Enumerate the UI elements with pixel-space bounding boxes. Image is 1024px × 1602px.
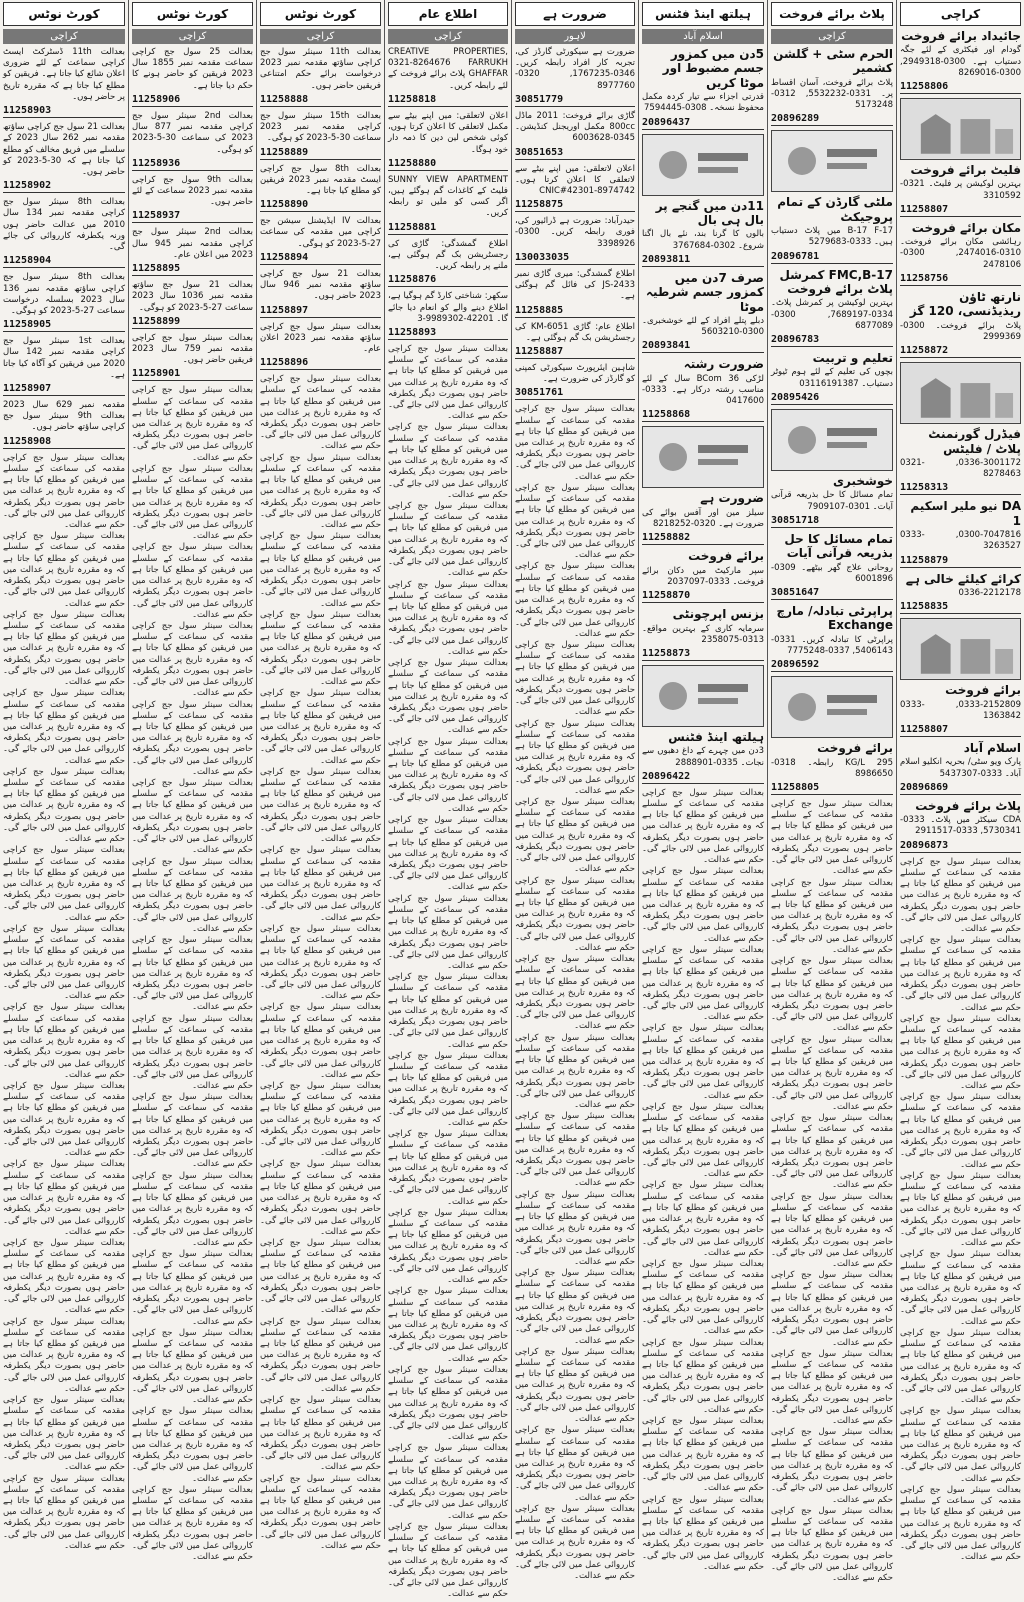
filler-text: بعدالت سینئر سول جج کراچی مقدمہ کی سماعت کے سلسلے میں فریقین کو مطلع کیا جاتا ہے کہ وہ مقررہ تاریخ پر عدالت میں حاضر ہوں بصورت دیگر یکطرفہ کارروائی عمل میں لائی جائے گی۔ حکم سے عدالت۔: [260, 1316, 381, 1394]
filler-text: بعدالت سینئر سول جج کراچی مقدمہ کی سماعت کے سلسلے میں فریقین کو مطلع کیا جاتا ہے کہ وہ مقررہ تاریخ پر عدالت میں حاضر ہوں بصورت دیگر یکطرفہ کارروائی عمل میں لائی جائے گی۔ حکم سے عدالت۔: [3, 845, 125, 923]
ad-text: پراپرٹی کا تبادلہ کریں۔ 0331-5406143, 0337-7775248: [771, 634, 893, 656]
city-band: اسلام آباد: [642, 29, 764, 44]
filler-text: بعدالت سینئر سول جج کراچی مقدمہ کی سماعت کے سلسلے میں فریقین کو مطلع کیا جاتا ہے کہ وہ مقررہ تاریخ پر عدالت میں حاضر ہوں بصورت دیگر یکطرفہ کارروائی عمل میں لائی جائے گی۔ حکم سے عدالت۔: [260, 1395, 381, 1473]
ad-text: لڑکی BCom 36 سال کے لئے مناسب رشتہ درکار ہے۔ 0333-0417600: [642, 373, 764, 407]
filler-text: بعدالت سینئر سول جج کراچی مقدمہ کی سماعت کے سلسلے میں فریقین کو مطلع کیا جاتا ہے کہ وہ مقررہ تاریخ پر عدالت میں حاضر ہوں بصورت دیگر یکطرفہ کارروائی عمل میں لائی جائے گی۔ حکم سے عدالت۔: [260, 688, 381, 766]
filler-text: بعدالت سینئر سول جج کراچی مقدمہ کی سماعت کے سلسلے میں فریقین کو مطلع کیا جاتا ہے کہ وہ مقررہ تاریخ پر عدالت میں حاضر ہوں بصورت دیگر یکطرفہ کارروائی عمل میں لائی جائے گی۔ حکم سے عدالت۔: [132, 620, 253, 699]
ad-reference-number: 11258902: [3, 180, 125, 193]
section-heading: ہیلتھ اینڈ فٹنس: [642, 2, 764, 26]
ad-text: پلاٹ برائے فروخت۔ 0300-2999369: [900, 320, 1021, 342]
ad-reference-number: 11258806: [900, 81, 1021, 94]
filler-text: بعدالت سینئر سول جج کراچی مقدمہ کی سماعت کے سلسلے میں فریقین کو مطلع کیا جاتا ہے کہ وہ مقررہ تاریخ پر عدالت میں حاضر ہوں بصورت دیگر یکطرفہ کارروائی عمل میں لائی جائے گی۔ حکم سے عدالت۔: [388, 972, 508, 1050]
ad-headline: فلیٹ برائے فروخت: [910, 163, 1021, 178]
ad-reference-number: 20896781: [771, 251, 893, 264]
filler-text: بعدالت سینئر سول جج کراچی مقدمہ کی سماعت کے سلسلے میں فریقین کو مطلع کیا جاتا ہے کہ وہ مقررہ تاریخ پر عدالت میں حاضر ہوں بصورت دیگر یکطرفہ کارروائی عمل میں لائی جائے گی۔ حکم سے عدالت۔: [900, 856, 1021, 934]
ad-text: تمام مسائل کا حل بذریعہ قرآنی آیات۔ 0301-7909107: [771, 490, 893, 512]
ad-text: بعدالت 15th سینئر سول جج کراچی مقدمہ نمبر 2023 سماعت 30-5-2023 کو ہوگی۔: [260, 110, 381, 144]
ad-text: سپر مارکیٹ میں دکان برائے فروخت۔ 0333-2037097: [642, 565, 764, 587]
ad-text: اطلاع عام: گاڑی KM-6051 کی رجسٹریشن بک گم ہوگئی ہے۔: [515, 321, 635, 343]
filler-text: بعدالت سینئر سول جج کراچی مقدمہ کی سماعت کے سلسلے میں فریقین کو مطلع کیا جاتا ہے کہ وہ مقررہ تاریخ پر عدالت میں حاضر ہوں بصورت دیگر یکطرفہ کارروائی عمل میں لائی جائے گی۔ حکم سے عدالت۔: [132, 385, 253, 463]
filler-text: بعدالت سینئر سول جج کراچی مقدمہ کی سماعت کے سلسلے میں فریقین کو مطلع کیا جاتا ہے کہ وہ مقررہ تاریخ پر عدالت میں حاضر ہوں بصورت دیگر یکطرفہ کارروائی عمل میں لائی جائے گی۔ حکم سے عدالت۔: [132, 778, 253, 856]
ad-text: شاہین ایئرپورٹ سیکورٹی کمپنی کو گارڈز کی ضرورت ہے۔: [515, 362, 635, 385]
city-band: کراچی: [132, 29, 253, 44]
building-icon: [901, 363, 1020, 423]
ad-text: بعدالت 21 سول جج کراچی ساؤتھ مقدمہ نمبر 946 سال 2023 حاضر ہوں۔: [260, 268, 381, 302]
filler-text: بعدالت سینئر سول جج کراچی مقدمہ کی سماعت کے سلسلے میں فریقین کو مطلع کیا جاتا ہے کہ وہ مقررہ تاریخ پر عدالت میں حاضر ہوں بصورت دیگر یکطرفہ کارروائی عمل میں لائی جائے گی۔ حکم سے عدالت۔: [3, 531, 125, 609]
filler-text: بعدالت سینئر سول جج کراچی مقدمہ کی سماعت کے سلسلے میں فریقین کو مطلع کیا جاتا ہے کہ وہ مقررہ تاریخ پر عدالت میں حاضر ہوں بصورت دیگر یکطرفہ کارروائی عمل میں لائی جائے گی۔ حکم سے عدالت۔: [771, 1427, 893, 1505]
filler-text: بعدالت سینئر سول جج کراچی مقدمہ کی سماعت کے سلسلے میں فریقین کو مطلع کیا جاتا ہے کہ وہ مقررہ تاریخ پر عدالت میں حاضر ہوں بصورت دیگر یکطرفہ کارروائی عمل میں لائی جائے گی۔ حکم سے عدالت۔: [771, 1034, 893, 1112]
ad-headline: ہیلتھ اینڈ فٹنس: [668, 729, 764, 744]
section-heading: کورٹ نوٹس: [260, 2, 381, 26]
ad-text: KG/L 295 رابطہ۔ 0318-8986650: [771, 757, 893, 779]
filler-text: بعدالت سینئر سول جج کراچی مقدمہ کی سماعت کے سلسلے میں فریقین کو مطلع کیا جاتا ہے کہ وہ مقررہ تاریخ پر عدالت میں حاضر ہوں بصورت دیگر یکطرفہ کارروائی عمل میں لائی جائے گی۔ حکم سے عدالت۔: [260, 1473, 381, 1551]
filler-text: بعدالت سینئر سول جج کراچی مقدمہ کی سماعت کے سلسلے میں فریقین کو مطلع کیا جاتا ہے کہ وہ مقررہ تاریخ پر عدالت میں حاضر ہوں بصورت دیگر یکطرفہ کارروائی عمل میں لائی جائے گی۔ حکم سے عدالت۔: [515, 1189, 635, 1267]
filler-text: بعدالت سینئر سول جج کراچی مقدمہ کی سماعت کے سلسلے میں فریقین کو مطلع کیا جاتا ہے کہ وہ مقررہ تاریخ پر عدالت میں حاضر ہوں بصورت دیگر یکطرفہ کارروائی عمل میں لائی جائے گی۔ حکم سے عدالت۔: [642, 1023, 764, 1101]
person-illustration: [771, 130, 893, 192]
filler-text: بعدالت سینئر سول جج کراچی مقدمہ کی سماعت کے سلسلے میں فریقین کو مطلع کیا جاتا ہے کہ وہ مقررہ تاریخ پر عدالت میں حاضر ہوں بصورت دیگر یکطرفہ کارروائی عمل میں لائی جائے گی۔ حکم سے عدالت۔: [260, 374, 381, 452]
ad-headline: تعلیم و تربیت: [812, 351, 893, 366]
filler-text: بعدالت سینئر سول جج کراچی مقدمہ کی سماعت کے سلسلے میں فریقین کو مطلع کیا جاتا ہے کہ وہ مقررہ تاریخ پر عدالت میں حاضر ہوں بصورت دیگر یکطرفہ کارروائی عمل میں لائی جائے گی۔ حکم سے عدالت۔: [132, 856, 253, 934]
filler-text: بعدالت سینئر سول جج کراچی مقدمہ کی سماعت کے سلسلے میں فریقین کو مطلع کیا جاتا ہے کہ وہ مقررہ تاریخ پر عدالت میں حاضر ہوں بصورت دیگر یکطرفہ کارروائی عمل میں لائی جائے گی۔ حکم سے عدالت۔: [900, 1327, 1021, 1406]
filler-text: بعدالت سینئر سول جج کراچی مقدمہ کی سماعت کے سلسلے میں فریقین کو مطلع کیا جاتا ہے کہ وہ مقررہ تاریخ پر عدالت میں حاضر ہوں بصورت دیگر یکطرفہ کارروائی عمل میں لائی جائے گی۔ حکم سے عدالت۔: [3, 609, 125, 688]
filler-text: بعدالت سینئر سول جج کراچی مقدمہ کی سماعت کے سلسلے میں فریقین کو مطلع کیا جاتا ہے کہ وہ مقررہ تاریخ پر عدالت میں حاضر ہوں بصورت دیگر یکطرفہ کارروائی عمل میں لائی جائے گی۔ حکم سے عدالت۔: [3, 688, 125, 766]
ad-reference-number: 30851718: [771, 515, 893, 528]
ad-text: بعدالت 8th سینئر سول جج کراچی مقدمہ نمبر 134 سال 2010 میں عدالت حاضر ہوں ورنہ یکطرفہ کارروائی کی جائے گی۔: [3, 197, 125, 253]
person-illustration: [642, 426, 764, 488]
filler-text: بعدالت سینئر سول جج کراچی مقدمہ کی سماعت کے سلسلے میں فریقین کو مطلع کیا جاتا ہے کہ وہ مقررہ تاریخ پر عدالت میں حاضر ہوں بصورت دیگر یکطرفہ کارروائی عمل میں لائی جائے گی۔ حکم سے عدالت۔: [388, 422, 508, 500]
ad-reference-number: 11258895: [132, 263, 253, 276]
filler-text: بعدالت سینئر سول جج کراچی مقدمہ کی سماعت کے سلسلے میں فریقین کو مطلع کیا جاتا ہے کہ وہ مقررہ تاریخ پر عدالت میں حاضر ہوں بصورت دیگر یکطرفہ کارروائی عمل میں لائی جائے گی۔ حکم سے عدالت۔: [132, 463, 253, 542]
filler-text: بعدالت سینئر سول جج کراچی مقدمہ کی سماعت کے سلسلے میں فریقین کو مطلع کیا جاتا ہے کہ وہ مقررہ تاریخ پر عدالت میں حاضر ہوں بصورت دیگر یکطرفہ کارروائی عمل میں لائی جائے گی۔ حکم سے عدالت۔: [388, 736, 508, 814]
ad-headline: پراپرٹی تبادلہ/ مارچ Exchange: [776, 603, 893, 633]
filler-text: بعدالت سینئر سول جج کراچی مقدمہ کی سماعت کے سلسلے میں فریقین کو مطلع کیا جاتا ہے کہ وہ مقررہ تاریخ پر عدالت میں حاضر ہوں بصورت دیگر یکطرفہ کارروائی عمل میں لائی جائے گی۔ حکم سے عدالت۔: [132, 542, 253, 620]
filler-text: بعدالت سینئر سول جج کراچی مقدمہ کی سماعت کے سلسلے میں فریقین کو مطلع کیا جاتا ہے کہ وہ مقررہ تاریخ پر عدالت میں حاضر ہوں بصورت دیگر یکطرفہ کارروائی عمل میں لائی جائے گی۔ حکم سے عدالت۔: [260, 1002, 381, 1080]
building-illustration: [900, 98, 1021, 160]
ad-reference-number: 11258875: [515, 199, 635, 212]
filler-text: بعدالت سینئر سول جج کراچی مقدمہ کی سماعت کے سلسلے میں فریقین کو مطلع کیا جاتا ہے کہ وہ مقررہ تاریخ پر عدالت میں حاضر ہوں بصورت دیگر یکطرفہ کارروائی عمل میں لائی جائے گی۔ حکم سے عدالت۔: [642, 1258, 764, 1337]
ad-text: CREATIVE PROPERTIES, 0321-8264676 FARRUKH GHAFFAR پلاٹ برائے فروخت کے لئے رابطہ کریں۔: [388, 47, 508, 91]
ad-reference-number: 30851779: [515, 94, 635, 107]
filler-text: بعدالت سینئر سول جج کراچی مقدمہ کی سماعت کے سلسلے میں فریقین کو مطلع کیا جاتا ہے کہ وہ مقررہ تاریخ پر عدالت میں حاضر ہوں بصورت دیگر یکطرفہ کارروائی عمل میں لائی جائے گی۔ حکم سے عدالت۔: [642, 866, 764, 944]
ad-reference-number: 11258937: [132, 210, 253, 223]
filler-text: بعدالت سینئر سول جج کراچی مقدمہ کی سماعت کے سلسلے میں فریقین کو مطلع کیا جاتا ہے کہ وہ مقررہ تاریخ پر عدالت میں حاضر ہوں بصورت دیگر یکطرفہ کارروائی عمل میں لائی جائے گی۔ حکم سے عدالت۔: [771, 877, 893, 955]
ad-reference-number: 20893811: [642, 254, 764, 267]
filler-text: بعدالت سینئر سول جج کراچی مقدمہ کی سماعت کے سلسلے میں فریقین کو مطلع کیا جاتا ہے کہ وہ مقررہ تاریخ پر عدالت میں حاضر ہوں بصورت دیگر یکطرفہ کارروائی عمل میں لائی جائے گی۔ حکم سے عدالت۔: [900, 1092, 1021, 1170]
ad-text: بچوں کی تعلیم کے لئے ہوم ٹیوٹر دستیاب۔ 03116191387: [771, 367, 893, 389]
filler-text: بعدالت سینئر سول جج کراچی مقدمہ کی سماعت کے سلسلے میں فریقین کو مطلع کیا جاتا ہے کہ وہ مقررہ تاریخ پر عدالت میں حاضر ہوں بصورت دیگر یکطرفہ کارروائی عمل میں لائی جائے گی۔ حکم سے عدالت۔: [388, 343, 508, 422]
filler-text: بعدالت سینئر سول جج کراچی مقدمہ کی سماعت کے سلسلے میں فریقین کو مطلع کیا جاتا ہے کہ وہ مقررہ تاریخ پر عدالت میں حاضر ہوں بصورت دیگر یکطرفہ کارروائی عمل میں لائی جائے گی۔ حکم سے عدالت۔: [771, 1505, 893, 1584]
filler-text: بعدالت سینئر سول جج کراچی مقدمہ کی سماعت کے سلسلے میں فریقین کو مطلع کیا جاتا ہے کہ وہ مقررہ تاریخ پر عدالت میں حاضر ہوں بصورت دیگر یکطرفہ کارروائی عمل میں لائی جائے گی۔ حکم سے عدالت۔: [388, 1443, 508, 1521]
filler-text: بعدالت سینئر سول جج کراچی مقدمہ کی سماعت کے سلسلے میں فریقین کو مطلع کیا جاتا ہے کہ وہ مقررہ تاریخ پر عدالت میں حاضر ہوں بصورت دیگر یکطرفہ کارروائی عمل میں لائی جائے گی۔ حکم سے عدالت۔: [515, 797, 635, 875]
ad-reference-number: 11258888: [260, 94, 381, 107]
column-public-notice: [385, 0, 512, 1600]
ad-headline: ضرورت رشتہ: [683, 357, 764, 372]
ad-reference-number: 11258882: [642, 532, 764, 545]
person-icon: [772, 131, 892, 191]
ad-reference-number: 30851761: [515, 387, 635, 400]
column-health-fitness: [639, 0, 768, 1572]
filler-text: بعدالت سینئر سول جج کراچی مقدمہ کی سماعت کے سلسلے میں فریقین کو مطلع کیا جاتا ہے کہ وہ مقررہ تاریخ پر عدالت میں حاضر ہوں بصورت دیگر یکطرفہ کارروائی عمل میں لائی جائے گی۔ حکم سے عدالت۔: [515, 875, 635, 953]
filler-text: بعدالت سینئر سول جج کراچی مقدمہ کی سماعت کے سلسلے میں فریقین کو مطلع کیا جاتا ہے کہ وہ مقررہ تاریخ پر عدالت میں حاضر ہوں بصورت دیگر یکطرفہ کارروائی عمل میں لائی جائے گی۔ حکم سے عدالت۔: [515, 404, 635, 482]
filler-text: بعدالت سینئر سول جج کراچی مقدمہ کی سماعت کے سلسلے میں فریقین کو مطلع کیا جاتا ہے کہ وہ مقررہ تاریخ پر عدالت میں حاضر ہوں بصورت دیگر یکطرفہ کارروائی عمل میں لائی جائے گی۔ حکم سے عدالت۔: [3, 923, 125, 1002]
person-icon: [643, 666, 763, 726]
filler-text: بعدالت سینئر سول جج کراچی مقدمہ کی سماعت کے سلسلے میں فریقین کو مطلع کیا جاتا ہے کہ وہ مقررہ تاریخ پر عدالت میں حاضر ہوں بصورت دیگر یکطرفہ کارروائی عمل میں لائی جائے گی۔ حکم سے عدالت۔: [3, 1159, 125, 1237]
ad-reference-number: 11258880: [388, 158, 508, 171]
filler-text: بعدالت سینئر سول جج کراچی مقدمہ کی سماعت کے سلسلے میں فریقین کو مطلع کیا جاتا ہے کہ وہ مقررہ تاریخ پر عدالت میں حاضر ہوں بصورت دیگر یکطرفہ کارروائی عمل میں لائی جائے گی۔ حکم سے عدالت۔: [515, 1346, 635, 1425]
ad-reference-number: 11258873: [642, 648, 764, 661]
filler-text: بعدالت سینئر سول جج کراچی مقدمہ کی سماعت کے سلسلے میں فریقین کو مطلع کیا جاتا ہے کہ وہ مقررہ تاریخ پر عدالت میں حاضر ہوں بصورت دیگر یکطرفہ کارروائی عمل میں لائی جائے گی۔ حکم سے عدالت۔: [900, 1406, 1021, 1484]
person-icon: [643, 427, 763, 487]
ad-headline: برائے فروخت: [817, 741, 893, 756]
ad-headline: تمام مسائل کا حل بذریعہ قرآنی آیات: [784, 531, 893, 561]
ad-text: CDA سیکٹر میں پلاٹ۔ 0333-5730341, 0333-2911517: [900, 815, 1021, 837]
ad-text: سرمایہ کاری کے بہترین مواقع۔ 0313-2358075: [642, 623, 764, 645]
filler-text: بعدالت سینئر سول جج کراچی مقدمہ کی سماعت کے سلسلے میں فریقین کو مطلع کیا جاتا ہے کہ وہ مقررہ تاریخ پر عدالت میں حاضر ہوں بصورت دیگر یکطرفہ کارروائی عمل میں لائی جائے گی۔ حکم سے عدالت۔: [132, 1406, 253, 1484]
filler-text: بعدالت سینئر سول جج کراچی مقدمہ کی سماعت کے سلسلے میں فریقین کو مطلع کیا جاتا ہے کہ وہ مقررہ تاریخ پر عدالت میں حاضر ہوں بصورت دیگر یکطرفہ کارروائی عمل میں لائی جائے گی۔ حکم سے عدالت۔: [515, 1425, 635, 1503]
filler-text: بعدالت سینئر سول جج کراچی مقدمہ کی سماعت کے سلسلے میں فریقین کو مطلع کیا جاتا ہے کہ وہ مقررہ تاریخ پر عدالت میں حاضر ہوں بصورت دیگر یکطرفہ کارروائی عمل میں لائی جائے گی۔ حکم سے عدالت۔: [132, 1249, 253, 1327]
ad-text: بعدالت 2nd سینئر سول جج کراچی مقدمہ نمبر 945 سال 2023 میں اعلان عام۔: [132, 227, 253, 260]
ad-reference-number: 11258807: [900, 724, 1021, 737]
filler-text: بعدالت سینئر سول جج کراچی مقدمہ کی سماعت کے سلسلے میں فریقین کو مطلع کیا جاتا ہے کہ وہ مقررہ تاریخ پر عدالت میں حاضر ہوں بصورت دیگر یکطرفہ کارروائی عمل میں لائی جائے گی۔ حکم سے عدالت۔: [260, 923, 381, 1002]
ad-text: بعدالت 11th سینئر سول جج کراچی ساؤتھ مقدمہ نمبر 2023 درخواست برائے حکم امتناعی فریقین حاضر ہوں۔: [260, 47, 381, 91]
section-heading: اطلاع عام: [388, 2, 508, 26]
filler-text: بعدالت سینئر سول جج کراچی مقدمہ کی سماعت کے سلسلے میں فریقین کو مطلع کیا جاتا ہے کہ وہ مقررہ تاریخ پر عدالت میں حاضر ہوں بصورت دیگر یکطرفہ کارروائی عمل میں لائی جائے گی۔ حکم سے عدالت۔: [388, 501, 508, 579]
ad-reference-number: 20895426: [771, 392, 893, 405]
filler-text: بعدالت سینئر سول جج کراچی مقدمہ کی سماعت کے سلسلے میں فریقین کو مطلع کیا جاتا ہے کہ وہ مقررہ تاریخ پر عدالت میں حاضر ہوں بصورت دیگر یکطرفہ کارروائی عمل میں لائی جائے گی۔ حکم سے عدالت۔: [3, 1316, 125, 1394]
ad-text: مقدمہ نمبر 629 سال 2023 بعدالت 9th سینئر سول جج کراچی ساؤتھ حاضر ہوں۔: [3, 400, 125, 433]
city-band: کراچی: [771, 29, 893, 44]
person-illustration: [642, 665, 764, 727]
ad-reference-number: 11258887: [515, 346, 635, 359]
filler-text: بعدالت سینئر سول جج کراچی مقدمہ کی سماعت کے سلسلے میں فریقین کو مطلع کیا جاتا ہے کہ وہ مقررہ تاریخ پر عدالت میں حاضر ہوں بصورت دیگر یکطرفہ کارروائی عمل میں لائی جائے گی۔ حکم سے عدالت۔: [132, 1484, 253, 1563]
ad-text: بعدالت 21 سول جج ساؤتھ مقدمہ نمبر 1036 سال 2023 سماعت 27-5-2023 کو ہوگی۔: [132, 280, 253, 313]
filler-text: بعدالت سینئر سول جج کراچی مقدمہ کی سماعت کے سلسلے میں فریقین کو مطلع کیا جاتا ہے کہ وہ مقررہ تاریخ پر عدالت میں حاضر ہوں بصورت دیگر یکطرفہ کارروائی عمل میں لائی جائے گی۔ حکم سے عدالت۔: [3, 1080, 125, 1159]
ad-headline: فیڈرل گورنمنٹ پلاٹ / فلیٹس: [928, 427, 1021, 456]
ad-reference-number: 11258893: [388, 327, 508, 340]
ad-text: بعدالت 21 سول جج کراچی ساؤتھ مقدمہ نمبر 262 سال 2023 کے سلسلے میں فریق مخالف کو مطلع کیا جاتا ہے کہ 30-5-2023 کو حاضر ہوں۔: [3, 122, 126, 177]
filler-text: بعدالت سینئر سول جج کراچی مقدمہ کی سماعت کے سلسلے میں فریقین کو مطلع کیا جاتا ہے کہ وہ مقررہ تاریخ پر عدالت میں حاضر ہوں بصورت دیگر یکطرفہ کارروائی عمل میں لائی جائے گی۔ حکم سے عدالت۔: [771, 956, 893, 1034]
filler-text: بعدالت سینئر سول جج کراچی مقدمہ کی سماعت کے سلسلے میں فریقین کو مطلع کیا جاتا ہے کہ وہ مقررہ تاریخ پر عدالت میں حاضر ہوں بصورت دیگر یکطرفہ کارروائی عمل میں لائی جائے گی۔ حکم سے عدالت۔: [900, 1249, 1021, 1327]
ad-reference-number: 11258870: [642, 590, 764, 603]
ad-text: بعدالت 25 سول جج کراچی سماعت مقدمہ نمبر 1855 سال 2023 فریقین کو حاضر ہونے کا حکم دیا جاتا ہے۔: [132, 47, 253, 91]
filler-text: بعدالت سینئر سول جج کراچی مقدمہ کی سماعت کے سلسلے میں فریقین کو مطلع کیا جاتا ہے کہ وہ مقررہ تاریخ پر عدالت میں حاضر ہوں بصورت دیگر یکطرفہ کارروائی عمل میں لائی جائے گی۔ حکم سے عدالت۔: [3, 452, 125, 530]
ad-reference-number: 11258908: [3, 436, 125, 449]
ad-text: اطلاع گمشدگی: گاڑی کی رجسٹریشن بک گم ہوگئی ہے، ملنے پر رابطہ کریں۔: [388, 238, 508, 272]
building-icon: [901, 619, 1020, 679]
ad-reference-number: 11258835: [900, 601, 1021, 614]
filler-text: بعدالت سینئر سول جج کراچی مقدمہ کی سماعت کے سلسلے میں فریقین کو مطلع کیا جاتا ہے کہ وہ مقررہ تاریخ پر عدالت میں حاضر ہوں بصورت دیگر یکطرفہ کارروائی عمل میں لائی جائے گی۔ حکم سے عدالت۔: [388, 1050, 508, 1129]
ad-text: بعدالت 11th ڈسٹرکٹ ایسٹ کراچی سماعت کے لئے ضروری اعلان شائع کیا جاتا ہے۔ فریقین کو مطلع کیا جاتا ہے کہ مقررہ تاریخ پر حاضر ہوں۔: [3, 47, 125, 102]
filler-text: بعدالت سینئر سول جج کراچی مقدمہ کی سماعت کے سلسلے میں فریقین کو مطلع کیا جاتا ہے کہ وہ مقررہ تاریخ پر عدالت میں حاضر ہوں بصورت دیگر یکطرفہ کارروائی عمل میں لائی جائے گی۔ حکم سے عدالت۔: [132, 1170, 253, 1248]
filler-text: بعدالت سینئر سول جج کراچی مقدمہ کی سماعت کے سلسلے میں فریقین کو مطلع کیا جاتا ہے کہ وہ مقررہ تاریخ پر عدالت میں حاضر ہوں بصورت دیگر یکطرفہ کارروائی عمل میں لائی جائے گی۔ حکم سے عدالت۔: [515, 1268, 635, 1346]
ad-headline: جائیداد برائے فروخت: [901, 29, 1021, 43]
ad-reference-number: 11258805: [771, 782, 893, 795]
filler-text: بعدالت سینئر سول جج کراچی مقدمہ کی سماعت کے سلسلے میں فریقین کو مطلع کیا جاتا ہے کہ وہ مقررہ تاریخ پر عدالت میں حاضر ہوں بصورت دیگر یکطرفہ کارروائی عمل میں لائی جائے گی۔ حکم سے عدالت۔: [515, 639, 635, 718]
section-heading: کورٹ نوٹس: [3, 2, 125, 26]
filler-text: بعدالت سینئر سول جج کراچی مقدمہ کی سماعت کے سلسلے میں فریقین کو مطلع کیا جاتا ہے کہ وہ مقررہ تاریخ پر عدالت میں حاضر ہوں بصورت دیگر یکطرفہ کارروائی عمل میں لائی جائے گی۔ حکم سے عدالت۔: [900, 1170, 1021, 1249]
filler-text: بعدالت سینئر سول جج کراچی مقدمہ کی سماعت کے سلسلے میں فریقین کو مطلع کیا جاتا ہے کہ وہ مقررہ تاریخ پر عدالت میں حاضر ہوں بصورت دیگر یکطرفہ کارروائی عمل میں لائی جائے گی۔ حکم سے عدالت۔: [3, 1473, 125, 1551]
person-illustration: [642, 134, 764, 196]
filler-text: بعدالت سینئر سول جج کراچی مقدمہ کی سماعت کے سلسلے میں فریقین کو مطلع کیا جاتا ہے کہ وہ مقررہ تاریخ پر عدالت میں حاضر ہوں بصورت دیگر یکطرفہ کارروائی عمل میں لائی جائے گی۔ حکم سے عدالت۔: [515, 718, 635, 796]
filler-text: بعدالت سینئر سول جج کراچی مقدمہ کی سماعت کے سلسلے میں فریقین کو مطلع کیا جاتا ہے کہ وہ مقررہ تاریخ پر عدالت میں حاضر ہوں بصورت دیگر یکطرفہ کارروائی عمل میں لائی جائے گی۔ حکم سے عدالت۔: [132, 935, 253, 1013]
filler-text: بعدالت سینئر سول جج کراچی مقدمہ کی سماعت کے سلسلے میں فریقین کو مطلع کیا جاتا ہے کہ وہ مقررہ تاریخ پر عدالت میں حاضر ہوں بصورت دیگر یکطرفہ کارروائی عمل میں لائی جائے گی۔ حکم سے عدالت۔: [515, 954, 635, 1032]
ad-reference-number: 130033035: [515, 252, 635, 265]
ad-text: دبلے پتلے افراد کے لئے خوشخبری۔ 0300-5603210: [642, 316, 764, 338]
ad-reference-number: 11258885: [515, 305, 635, 318]
ad-reference-number: 20893841: [642, 340, 764, 353]
ad-reference-number: 11258756: [900, 273, 1021, 286]
ad-text: پارک ویو سٹی/ بحریہ انکلیو اسلام آباد۔ 0333-5437307: [900, 757, 1021, 779]
filler-text: بعدالت سینئر سول جج کراچی مقدمہ کی سماعت کے سلسلے میں فریقین کو مطلع کیا جاتا ہے کہ وہ مقررہ تاریخ پر عدالت میں حاضر ہوں بصورت دیگر یکطرفہ کارروائی عمل میں لائی جائے گی۔ حکم سے عدالت۔: [388, 658, 508, 736]
section-heading: ضرورت ہے: [515, 2, 635, 26]
filler-text: بعدالت سینئر سول جج کراچی مقدمہ کی سماعت کے سلسلے میں فریقین کو مطلع کیا جاتا ہے کہ وہ مقررہ تاریخ پر عدالت میں حاضر ہوں بصورت دیگر یکطرفہ کارروائی عمل میں لائی جائے گی۔ حکم سے عدالت۔: [132, 1013, 253, 1091]
filler-text: بعدالت سینئر سول جج کراچی مقدمہ کی سماعت کے سلسلے میں فریقین کو مطلع کیا جاتا ہے کہ وہ مقررہ تاریخ پر عدالت میں حاضر ہوں بصورت دیگر یکطرفہ کارروائی عمل میں لائی جائے گی۔ حکم سے عدالت۔: [515, 482, 635, 561]
filler-text: بعدالت سینئر سول جج کراچی مقدمہ کی سماعت کے سلسلے میں فریقین کو مطلع کیا جاتا ہے کہ وہ مقررہ تاریخ پر عدالت میں حاضر ہوں بصورت دیگر یکطرفہ کارروائی عمل میں لائی جائے گی۔ حکم سے عدالت۔: [132, 1092, 253, 1170]
filler-text: بعدالت سینئر سول جج کراچی مقدمہ کی سماعت کے سلسلے میں فریقین کو مطلع کیا جاتا ہے کہ وہ مقررہ تاریخ پر عدالت میں حاضر ہوں بصورت دیگر یکطرفہ کارروائی عمل میں لائی جائے گی۔ حکم سے عدالت۔: [3, 766, 125, 845]
ad-text: بعدالت IV ایڈیشنل سیشن جج کراچی میں مقدمہ کی سماعت 27-5-2023 کو ہوگی۔: [260, 216, 381, 249]
ad-text: حیدرآباد: ضرورت ہے ڈرائیور کی، فوری رابطہ کریں۔ 0300-3398926: [515, 216, 635, 249]
ad-reference-number: 20896783: [771, 334, 893, 347]
ad-text: 0336-2212178: [958, 587, 1021, 598]
ad-headline: الحرم سٹی + گلشن کشمیر: [773, 47, 893, 76]
ad-reference-number: 11258936: [132, 158, 253, 171]
filler-text: بعدالت سینئر سول جج کراچی مقدمہ کی سماعت کے سلسلے میں فریقین کو مطلع کیا جاتا ہے کہ وہ مقررہ تاریخ پر عدالت میں حاضر ہوں بصورت دیگر یکطرفہ کارروائی عمل میں لائی جائے گی۔ حکم سے عدالت۔: [3, 1238, 125, 1316]
ad-reference-number: 11258899: [132, 316, 253, 329]
filler-text: بعدالت سینئر سول جج کراچی مقدمہ کی سماعت کے سلسلے میں فریقین کو مطلع کیا جاتا ہے کہ وہ مقررہ تاریخ پر عدالت میں حاضر ہوں بصورت دیگر یکطرفہ کارروائی عمل میں لائی جائے گی۔ حکم سے عدالت۔: [260, 531, 381, 609]
ad-reference-number: 30851653: [515, 147, 635, 160]
ad-headline: اسلام آباد: [963, 741, 1021, 756]
filler-text: بعدالت سینئر سول جج کراچی مقدمہ کی سماعت کے سلسلے میں فریقین کو مطلع کیا جاتا ہے کہ وہ مقررہ تاریخ پر عدالت میں حاضر ہوں بصورت دیگر یکطرفہ کارروائی عمل میں لائی جائے گی۔ حکم سے عدالت۔: [388, 1129, 508, 1207]
filler-text: بعدالت سینئر سول جج کراچی مقدمہ کی سماعت کے سلسلے میں فریقین کو مطلع کیا جاتا ہے کہ وہ مقررہ تاریخ پر عدالت میں حاضر ہوں بصورت دیگر یکطرفہ کارروائی عمل میں لائی جائے گی۔ حکم سے عدالت۔: [388, 893, 508, 971]
ad-reference-number: 20896289: [771, 113, 893, 126]
ad-headline: ضرورت ہے: [700, 491, 764, 506]
section-heading: کورٹ نوٹس: [132, 2, 253, 26]
filler-text: بعدالت سینئر سول جج کراچی مقدمہ کی سماعت کے سلسلے میں فریقین کو مطلع کیا جاتا ہے کہ وہ مقررہ تاریخ پر عدالت میں حاضر ہوں بصورت دیگر یکطرفہ کارروائی عمل میں لائی جائے گی۔ حکم سے عدالت۔: [388, 579, 508, 657]
ad-text: بعدالت 1st سینئر سول جج کراچی مقدمہ نمبر 142 سال 2020 میں فریقین کو آگاہ کیا جاتا ہے۔: [3, 336, 125, 380]
building-illustration: [900, 362, 1021, 424]
ad-reference-number: 11258868: [642, 409, 764, 422]
filler-text: بعدالت سینئر سول جج کراچی مقدمہ کی سماعت کے سلسلے میں فریقین کو مطلع کیا جاتا ہے کہ وہ مقررہ تاریخ پر عدالت میں حاضر ہوں بصورت دیگر یکطرفہ کارروائی عمل میں لائی جائے گی۔ حکم سے عدالت۔: [3, 1395, 125, 1473]
ad-headline: مکان برائے فروخت: [911, 220, 1021, 235]
filler-text: بعدالت سینئر سول جج کراچی مقدمہ کی سماعت کے سلسلے میں فریقین کو مطلع کیا جاتا ہے کہ وہ مقررہ تاریخ پر عدالت میں حاضر ہوں بصورت دیگر یکطرفہ کارروائی عمل میں لائی جائے گی۔ حکم سے عدالت۔: [900, 1484, 1021, 1563]
ad-headline: 5دن میں کمزور جسم مضبوط اور موٹا کریں: [662, 47, 764, 90]
ad-text: گاڑی برائے فروخت: 2011 ماڈل 800cc مکمل اوریجنل کنڈیشن۔ 0345-6003628: [515, 110, 635, 144]
ad-text: بہترین لوکیشن پر کمرشل پلاٹ۔ 0334-7689197, 0300-6877089: [771, 298, 893, 331]
section-heading: پلاٹ برائے فروخت: [771, 2, 893, 26]
ad-text: رہائشی مکان برائے فروخت۔ 0310-2474016, 0300-2478106: [900, 237, 1021, 270]
ad-text: گودام اور فیکٹری کے لئے جگہ دستیاب ہے۔ 0300-2949318, 0300-8269016: [900, 45, 1021, 78]
ad-text: 0333-2152809, 0333-1363842: [900, 699, 1021, 721]
ad-reference-number: 11258872: [900, 345, 1021, 358]
person-icon: [772, 677, 892, 737]
filler-text: بعدالت سینئر سول جج کراچی مقدمہ کی سماعت کے سلسلے میں فریقین کو مطلع کیا جاتا ہے کہ وہ مقررہ تاریخ پر عدالت میں حاضر ہوں بصورت دیگر یکطرفہ کارروائی عمل میں لائی جائے گی۔ حکم سے عدالت۔: [260, 766, 381, 845]
ad-headline: نارتھ ٹاؤن ریذیڈنسی، 120 گز: [909, 289, 1021, 319]
ad-text: ضرورت ہے سیکورٹی گارڈز کی، تجربہ کار افراد رابطہ کریں۔ 0346-1767235, 0320-8977760: [515, 47, 635, 91]
filler-text: بعدالت سینئر سول جج کراچی مقدمہ کی سماعت کے سلسلے میں فریقین کو مطلع کیا جاتا ہے کہ وہ مقررہ تاریخ پر عدالت میں حاضر ہوں بصورت دیگر یکطرفہ کارروائی عمل میں لائی جائے گی۔ حکم سے عدالت۔: [771, 1191, 893, 1269]
ad-reference-number: 11258901: [132, 368, 253, 381]
ad-text: SUNNY VIEW APARTMENT فلیٹ کے کاغذات گم ہوگئے ہیں، اگر کسی کو ملیں تو رابطہ کریں۔: [388, 174, 508, 219]
filler-text: بعدالت سینئر سول جج کراچی مقدمہ کی سماعت کے سلسلے میں فریقین کو مطلع کیا جاتا ہے کہ وہ مقررہ تاریخ پر عدالت میں حاضر ہوں بصورت دیگر یکطرفہ کارروائی عمل میں لائی جائے گی۔ حکم سے عدالت۔: [515, 1032, 635, 1110]
ad-headline: 11دن میں گنجے پر بال ہی بال: [655, 198, 764, 227]
ad-headline: FMC,B-17 کمرشل پلاٹ برائے فروخت: [779, 267, 893, 297]
ad-headline: کرائے کیلئے خالی ہے: [905, 571, 1021, 586]
filler-text: بعدالت سینئر سول جج کراچی مقدمہ کی سماعت کے سلسلے میں فریقین کو مطلع کیا جاتا ہے کہ وہ مقررہ تاریخ پر عدالت میں حاضر ہوں بصورت دیگر یکطرفہ کارروائی عمل میں لائی جائے گی۔ حکم سے عدالت۔: [388, 1207, 508, 1286]
ad-text: روحانی علاج گھر بیٹھے۔ 0309-6001896: [771, 562, 893, 584]
ad-reference-number: 11258896: [260, 357, 381, 370]
ad-text: بعدالت سینئر سول جج کراچی مقدمہ نمبر 759 سال 2023 فریقین حاضر ہوں۔: [132, 332, 253, 366]
filler-text: بعدالت سینئر سول جج کراچی مقدمہ کی سماعت کے سلسلے میں فریقین کو مطلع کیا جاتا ہے کہ وہ مقررہ تاریخ پر عدالت میں حاضر ہوں بصورت دیگر یکطرفہ کارروائی عمل میں لائی جائے گی۔ حکم سے عدالت۔: [132, 1327, 253, 1406]
filler-text: بعدالت سینئر سول جج کراچی مقدمہ کی سماعت کے سلسلے میں فریقین کو مطلع کیا جاتا ہے کہ وہ مقررہ تاریخ پر عدالت میں حاضر ہوں بصورت دیگر یکطرفہ کارروائی عمل میں لائی جائے گی۔ حکم سے عدالت۔: [642, 1337, 764, 1415]
filler-text: بعدالت سینئر سول جج کراچی مقدمہ کی سماعت کے سلسلے میں فریقین کو مطلع کیا جاتا ہے کہ وہ مقررہ تاریخ پر عدالت میں حاضر ہوں بصورت دیگر یکطرفہ کارروائی عمل میں لائی جائے گی۔ حکم سے عدالت۔: [642, 1101, 764, 1180]
ad-reference-number: 11258903: [3, 105, 125, 118]
ad-text: 0300-7047816, 0333-3263527: [900, 530, 1021, 552]
ad-reference-number: 30851647: [771, 587, 893, 600]
filler-text: بعدالت سینئر سول جج کراچی مقدمہ کی سماعت کے سلسلے میں فریقین کو مطلع کیا جاتا ہے کہ وہ مقررہ تاریخ پر عدالت میں حاضر ہوں بصورت دیگر یکطرفہ کارروائی عمل میں لائی جائے گی۔ حکم سے عدالت۔: [260, 1238, 381, 1316]
ad-reference-number: 11258906: [132, 94, 253, 107]
section-heading: کراچی: [900, 2, 1021, 26]
ad-reference-number: 11258905: [3, 319, 125, 332]
filler-text: بعدالت سینئر سول جج کراچی مقدمہ کی سماعت کے سلسلے میں فریقین کو مطلع کیا جاتا ہے کہ وہ مقررہ تاریخ پر عدالت میں حاضر ہوں بصورت دیگر یکطرفہ کارروائی عمل میں لائی جائے گی۔ حکم سے عدالت۔: [132, 699, 253, 777]
ad-text: بعدالت 8th سول جج کراچی ایسٹ مقدمہ نمبر 2023 فریقین کو مطلع کیا جاتا ہے۔: [260, 163, 381, 196]
ad-headline: پلاٹ برائے فروخت: [915, 798, 1021, 813]
filler-text: بعدالت سینئر سول جج کراچی مقدمہ کی سماعت کے سلسلے میں فریقین کو مطلع کیا جاتا ہے کہ وہ مقررہ تاریخ پر عدالت میں حاضر ہوں بصورت دیگر یکطرفہ کارروائی عمل میں لائی جائے گی۔ حکم سے عدالت۔: [3, 1002, 125, 1080]
filler-text: بعدالت سینئر سول جج کراچی مقدمہ کی سماعت کے سلسلے میں فریقین کو مطلع کیا جاتا ہے کہ وہ مقررہ تاریخ پر عدالت میں حاضر ہوں بصورت دیگر یکطرفہ کارروائی عمل میں لائی جائے گی۔ حکم سے عدالت۔: [515, 1111, 635, 1189]
ad-reference-number: 20896437: [642, 117, 764, 130]
column-plots-for-sale: [768, 0, 897, 1584]
ad-text: بہترین لوکیشن پر فلیٹ۔ 0321-3310592: [900, 179, 1021, 201]
ad-reference-number: 20896869: [900, 782, 1021, 795]
ad-text: بعدالت 8th سینئر سول جج کراچی ساؤتھ مقدمہ نمبر 136 سال 2023 بسلسلہ درخواست سماعت 27-5-2023 کو ہوگی۔: [3, 272, 125, 316]
ad-text: بالوں کا گرنا بند، نئے بال اگنا شروع۔ 0302-3767684: [642, 229, 764, 251]
filler-text: بعدالت سینئر سول جج کراچی مقدمہ کی سماعت کے سلسلے میں فریقین کو مطلع کیا جاتا ہے کہ وہ مقررہ تاریخ پر عدالت میں حاضر ہوں بصورت دیگر یکطرفہ کارروائی عمل میں لائی جائے گی۔ حکم سے عدالت۔: [642, 944, 764, 1023]
filler-text: بعدالت سینئر سول جج کراچی مقدمہ کی سماعت کے سلسلے میں فریقین کو مطلع کیا جاتا ہے کہ وہ مقررہ تاریخ پر عدالت میں حاضر ہوں بصورت دیگر یکطرفہ کارروائی عمل میں لائی جائے گی۔ حکم سے عدالت۔: [642, 1416, 764, 1494]
column-karachi-banner: [897, 0, 1024, 1563]
ad-text: بعدالت 9th سول جج کراچی مقدمہ نمبر 2023 سماعت کے لئے حاضر ہوں۔: [132, 174, 253, 208]
filler-text: بعدالت سینئر سول جج کراچی مقدمہ کی سماعت کے سلسلے میں فریقین کو مطلع کیا جاتا ہے کہ وہ مقررہ تاریخ پر عدالت میں حاضر ہوں بصورت دیگر یکطرفہ کارروائی عمل میں لائی جائے گی۔ حکم سے عدالت۔: [642, 787, 764, 866]
ad-reference-number: 20896592: [771, 659, 893, 672]
column-wanted: [512, 0, 639, 1582]
ad-reference-number: 11258897: [260, 305, 381, 318]
filler-text: بعدالت سینئر سول جج کراچی مقدمہ کی سماعت کے سلسلے میں فریقین کو مطلع کیا جاتا ہے کہ وہ مقررہ تاریخ پر عدالت میں حاضر ہوں بصورت دیگر یکطرفہ کارروائی عمل میں لائی جائے گی۔ حکم سے عدالت۔: [771, 799, 893, 877]
ad-text: سیلز مین اور آفس بوائے کی ضرورت ہے۔ 0320-8218252: [642, 507, 764, 530]
ad-reference-number: 11258876: [388, 274, 508, 287]
ad-text: سکھر: شناختی کارڈ گم ہوگیا ہے، اطلاع دینے والے کو انعام دیا جائے گا۔ 42201-9989302-3: [388, 291, 508, 324]
person-icon: [772, 410, 892, 470]
ad-headline: صرف 7دن میں کمزور جسم شرطیہ موٹا: [646, 270, 764, 314]
ad-text: اعلان لاتعلقی: میں اپنے بیٹے سے لاتعلقی کا اعلان کرتا ہوں۔ CNIC#42301-8974742: [515, 163, 635, 196]
ad-text: اطلاع گمشدگی: میری گاڑی نمبر JS-2433 کی فائل گم ہوگئی ہے۔: [515, 268, 635, 302]
filler-text: بعدالت سینئر سول جج کراچی مقدمہ کی سماعت کے سلسلے میں فریقین کو مطلع کیا جاتا ہے کہ وہ مقررہ تاریخ پر عدالت میں حاضر ہوں بصورت دیگر یکطرفہ کارروائی عمل میں لائی جائے گی۔ حکم سے عدالت۔: [515, 561, 635, 639]
ad-reference-number: 20896422: [642, 771, 764, 784]
ad-headline: DA نیو ملیر اسکیم 1: [910, 499, 1021, 528]
city-band: کراچی: [3, 29, 125, 44]
city-band: کراچی: [260, 29, 381, 44]
ad-headline: برائے فروخت: [688, 549, 764, 564]
city-band: کراچی: [388, 29, 508, 44]
ad-text: 3دن میں چہرے کے داغ دھبوں سے نجات۔ 0335-2888901: [642, 746, 764, 768]
column-court-notices-3: [257, 0, 385, 1551]
filler-text: بعدالت سینئر سول جج کراچی مقدمہ کی سماعت کے سلسلے میں فریقین کو مطلع کیا جاتا ہے کہ وہ مقررہ تاریخ پر عدالت میں حاضر ہوں بصورت دیگر یکطرفہ کارروائی عمل میں لائی جائے گی۔ حکم سے عدالت۔: [642, 1180, 764, 1258]
ad-text: پلاٹ برائے فروخت، آسان اقساط پر۔ 0331-5532232, 0312-5173248: [771, 77, 893, 111]
ad-text: B-17 F-17 میں پلاٹ دستیاب ہیں۔ 0333-5279683: [771, 226, 893, 248]
filler-text: بعدالت سینئر سول جج کراچی مقدمہ کی سماعت کے سلسلے میں فریقین کو مطلع کیا جاتا ہے کہ وہ مقررہ تاریخ پر عدالت میں حاضر ہوں بصورت دیگر یکطرفہ کارروائی عمل میں لائی جائے گی۔ حکم سے عدالت۔: [388, 1521, 508, 1600]
column-court-notices-1: [0, 0, 129, 1551]
column-court-notices-2: [129, 0, 257, 1563]
filler-text: بعدالت سینئر سول جج کراچی مقدمہ کی سماعت کے سلسلے میں فریقین کو مطلع کیا جاتا ہے کہ وہ مقررہ تاریخ پر عدالت میں حاضر ہوں بصورت دیگر یکطرفہ کارروائی عمل میں لائی جائے گی۔ حکم سے عدالت۔: [260, 1080, 381, 1159]
ad-reference-number: 11258818: [388, 94, 508, 107]
filler-text: بعدالت سینئر سول جج کراچی مقدمہ کی سماعت کے سلسلے میں فریقین کو مطلع کیا جاتا ہے کہ وہ مقررہ تاریخ پر عدالت میں حاضر ہوں بصورت دیگر یکطرفہ کارروائی عمل میں لائی جائے گی۔ حکم سے عدالت۔: [771, 1270, 893, 1348]
filler-text: بعدالت سینئر سول جج کراچی مقدمہ کی سماعت کے سلسلے میں فریقین کو مطلع کیا جاتا ہے کہ وہ مقررہ تاریخ پر عدالت میں حاضر ہوں بصورت دیگر یکطرفہ کارروائی عمل میں لائی جائے گی۔ حکم سے عدالت۔: [771, 1113, 893, 1191]
filler-text: بعدالت سینئر سول جج کراچی مقدمہ کی سماعت کے سلسلے میں فریقین کو مطلع کیا جاتا ہے کہ وہ مقررہ تاریخ پر عدالت میں حاضر ہوں بصورت دیگر یکطرفہ کارروائی عمل میں لائی جائے گی۔ حکم سے عدالت۔: [900, 935, 1021, 1013]
building-icon: [901, 99, 1020, 159]
ad-headline: برائے فروخت: [945, 683, 1021, 698]
ad-reference-number: 11258807: [900, 204, 1021, 217]
ad-reference-number: 11258889: [260, 147, 381, 160]
person-illustration: [771, 409, 893, 471]
building-illustration: [900, 618, 1021, 680]
filler-text: بعدالت سینئر سول جج کراچی مقدمہ کی سماعت کے سلسلے میں فریقین کو مطلع کیا جاتا ہے کہ وہ مقررہ تاریخ پر عدالت میں حاضر ہوں بصورت دیگر یکطرفہ کارروائی عمل میں لائی جائے گی۔ حکم سے عدالت۔: [260, 609, 381, 688]
filler-text: بعدالت سینئر سول جج کراچی مقدمہ کی سماعت کے سلسلے میں فریقین کو مطلع کیا جاتا ہے کہ وہ مقررہ تاریخ پر عدالت میں حاضر ہوں بصورت دیگر یکطرفہ کارروائی عمل میں لائی جائے گی۔ حکم سے عدالت۔: [260, 1159, 381, 1237]
filler-text: بعدالت سینئر سول جج کراچی مقدمہ کی سماعت کے سلسلے میں فریقین کو مطلع کیا جاتا ہے کہ وہ مقررہ تاریخ پر عدالت میں حاضر ہوں بصورت دیگر یکطرفہ کارروائی عمل میں لائی جائے گی۔ حکم سے عدالت۔: [388, 815, 508, 893]
ad-headline: بزنس اپرچونٹی: [672, 607, 764, 622]
ad-text: قدرتی اجزاء سے تیار کردہ مکمل محفوظ نسخہ۔ 0308-7594445: [642, 92, 764, 114]
ad-reference-number: 11258904: [3, 255, 125, 268]
ad-text: بعدالت سینئر سول جج کراچی ساؤتھ مقدمہ نمبر 2023 اعلان عام۔: [260, 321, 381, 354]
filler-text: بعدالت سینئر سول جج کراچی مقدمہ کی سماعت کے سلسلے میں فریقین کو مطلع کیا جاتا ہے کہ وہ مقررہ تاریخ پر عدالت میں حاضر ہوں بصورت دیگر یکطرفہ کارروائی عمل میں لائی جائے گی۔ حکم سے عدالت۔: [260, 452, 381, 530]
filler-text: بعدالت سینئر سول جج کراچی مقدمہ کی سماعت کے سلسلے میں فریقین کو مطلع کیا جاتا ہے کہ وہ مقررہ تاریخ پر عدالت میں حاضر ہوں بصورت دیگر یکطرفہ کارروائی عمل میں لائی جائے گی۔ حکم سے عدالت۔: [388, 1364, 508, 1443]
ad-text: بعدالت 2nd سینئر سول جج کراچی مقدمہ نمبر 877 سال 2023 کی سماعت 30-5-2023 کو ہوگی۔: [132, 110, 253, 155]
ad-reference-number: 11258313: [900, 482, 1021, 495]
person-illustration: [771, 676, 893, 738]
ad-reference-number: 11258907: [3, 383, 125, 396]
filler-text: بعدالت سینئر سول جج کراچی مقدمہ کی سماعت کے سلسلے میں فریقین کو مطلع کیا جاتا ہے کہ وہ مقررہ تاریخ پر عدالت میں حاضر ہوں بصورت دیگر یکطرفہ کارروائی عمل میں لائی جائے گی۔ حکم سے عدالت۔: [642, 1494, 764, 1572]
city-band: لاہور: [515, 29, 635, 44]
filler-text: بعدالت سینئر سول جج کراچی مقدمہ کی سماعت کے سلسلے میں فریقین کو مطلع کیا جاتا ہے کہ وہ مقررہ تاریخ پر عدالت میں حاضر ہوں بصورت دیگر یکطرفہ کارروائی عمل میں لائی جائے گی۔ حکم سے عدالت۔: [515, 1503, 635, 1582]
ad-text: اعلان لاتعلقی: میں اپنے بیٹے سے مکمل لاتعلقی کا اعلان کرتا ہوں، کوئی شخص لین دین کا ذمہ دار خود ہوگا۔: [388, 110, 508, 155]
ad-reference-number: 20896873: [900, 840, 1021, 853]
ad-headline: ملٹی گارڈن کے تمام پروجیکٹ: [777, 195, 893, 224]
person-icon: [643, 135, 763, 195]
ad-reference-number: 11258890: [260, 199, 381, 212]
ad-reference-number: 11258894: [260, 252, 381, 265]
ad-text: 0336-3001172, 0321-8278463: [900, 457, 1021, 480]
ad-headline: خوشخبری: [833, 473, 893, 488]
filler-text: بعدالت سینئر سول جج کراچی مقدمہ کی سماعت کے سلسلے میں فریقین کو مطلع کیا جاتا ہے کہ وہ مقررہ تاریخ پر عدالت میں حاضر ہوں بصورت دیگر یکطرفہ کارروائی عمل میں لائی جائے گی۔ حکم سے عدالت۔: [388, 1286, 508, 1364]
ad-reference-number: 11258881: [388, 222, 508, 235]
filler-text: بعدالت سینئر سول جج کراچی مقدمہ کی سماعت کے سلسلے میں فریقین کو مطلع کیا جاتا ہے کہ وہ مقررہ تاریخ پر عدالت میں حاضر ہوں بصورت دیگر یکطرفہ کارروائی عمل میں لائی جائے گی۔ حکم سے عدالت۔: [900, 1013, 1021, 1092]
filler-text: بعدالت سینئر سول جج کراچی مقدمہ کی سماعت کے سلسلے میں فریقین کو مطلع کیا جاتا ہے کہ وہ مقررہ تاریخ پر عدالت میں حاضر ہوں بصورت دیگر یکطرفہ کارروائی عمل میں لائی جائے گی۔ حکم سے عدالت۔: [260, 845, 381, 923]
filler-text: بعدالت سینئر سول جج کراچی مقدمہ کی سماعت کے سلسلے میں فریقین کو مطلع کیا جاتا ہے کہ وہ مقررہ تاریخ پر عدالت میں حاضر ہوں بصورت دیگر یکطرفہ کارروائی عمل میں لائی جائے گی۔ حکم سے عدالت۔: [771, 1348, 893, 1427]
ad-reference-number: 11258879: [900, 555, 1021, 568]
